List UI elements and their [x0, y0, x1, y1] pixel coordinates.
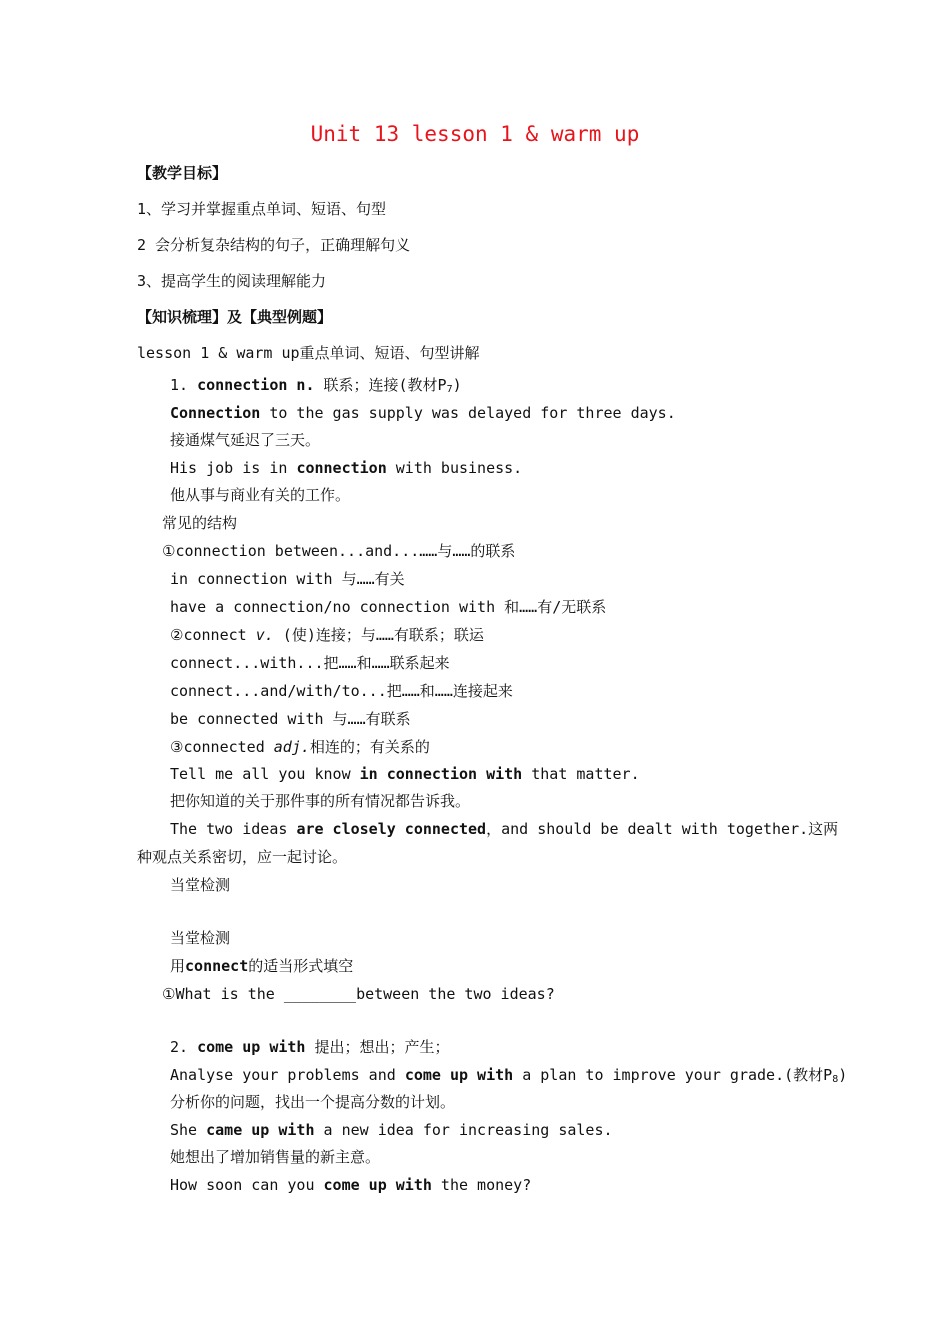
- keyword: come up with: [323, 1176, 432, 1194]
- example-text: a new idea for increasing sales.: [314, 1121, 613, 1139]
- example-text: Analyse your problems and: [170, 1066, 405, 1084]
- structure-text: ②connect: [170, 626, 256, 644]
- part-of-speech: adj.: [273, 738, 310, 756]
- section-heading-knowledge: 【知识梳理】及【典型例题】: [137, 308, 333, 326]
- example-text: She: [170, 1121, 207, 1139]
- question-1: ①What is the ________between the two ideas?: [162, 985, 555, 1003]
- item1-word: connection n.: [197, 376, 315, 394]
- objective-1: 1、学习并掌握重点单词、短语、句型: [137, 200, 387, 218]
- item2-example-2: [170, 1120, 613, 1140]
- fill-instruction: [170, 956, 353, 976]
- objective-3: 3、提高学生的阅读理解能力: [137, 272, 327, 290]
- keyword: Connection: [170, 404, 261, 422]
- item2-heading: [170, 1037, 450, 1057]
- item1-example-3: [170, 764, 640, 784]
- structures-title: 常见的结构: [162, 514, 238, 532]
- item2-word: come up with: [197, 1038, 306, 1056]
- instruction-text: 用: [170, 957, 186, 975]
- item1-heading: [170, 375, 462, 400]
- example-text: The two ideas: [170, 820, 297, 838]
- item2-example-1: [170, 1065, 847, 1090]
- item2-meaning: 提出；想出；产生；: [305, 1038, 450, 1056]
- example-text: the money?: [431, 1176, 532, 1194]
- keyword: come up with: [404, 1066, 514, 1084]
- example-text: with business.: [386, 459, 523, 477]
- structure-text: 相连的；有关系的: [309, 738, 430, 756]
- structure-2: in connection with 与……有关: [170, 570, 405, 588]
- item1-example-4: [170, 819, 838, 839]
- section-intro: lesson 1 & warm up重点单词、短语、句型讲解: [137, 344, 480, 362]
- keyword: in connection with: [359, 765, 523, 783]
- item1-number: 1.: [170, 376, 189, 394]
- example-text: How soon can you: [170, 1176, 324, 1194]
- example-text: that matter.: [522, 765, 640, 783]
- instruction-text: 的适当形式填空: [248, 957, 354, 975]
- structure-7: be connected with 与……有联系: [170, 710, 411, 728]
- item1-page-sub: 7: [446, 384, 453, 395]
- item2-example-1-cn: 分析你的问题，找出一个提高分数的计划。: [170, 1093, 456, 1111]
- structure-text: ③connected: [170, 738, 274, 756]
- structure-3: have a connection/no connection with 和……有/无联系: [170, 598, 607, 616]
- item1-example-1: [170, 403, 676, 423]
- check-heading-2: 当堂检测: [170, 929, 231, 947]
- page-sub: 8: [832, 1074, 839, 1085]
- item1-meaning-close: ): [452, 376, 462, 394]
- example-text: to the gas supply was delayed for three days.: [260, 404, 676, 422]
- item1-example-4-cont: 种观点关系密切，应一起讨论。: [137, 848, 348, 866]
- item1-example-1-cn: 接通煤气延迟了三天。: [170, 431, 321, 449]
- part-of-speech: v.: [255, 626, 274, 644]
- keyword: are closely connected: [296, 820, 487, 838]
- structure-1: ①connection between...and...……与……的联系: [162, 542, 516, 560]
- item1-example-2: [170, 458, 522, 478]
- check-heading-1: 当堂检测: [170, 876, 231, 894]
- document-title: Unit 13 lesson 1 & warm up: [310, 122, 640, 146]
- structure-4: [170, 625, 484, 645]
- example-text: Tell me all you know: [170, 765, 360, 783]
- example-text: His job is in: [170, 459, 297, 477]
- item2-example-2-cn: 她想出了增加销售量的新主意。: [170, 1148, 381, 1166]
- item1-example-2-cn: 他从事与商业有关的工作。: [170, 486, 351, 504]
- item2-number: 2.: [170, 1038, 189, 1056]
- keyword: connect: [185, 957, 249, 975]
- keyword: came up with: [206, 1121, 315, 1139]
- keyword: connection: [296, 459, 387, 477]
- structure-5: connect...with...把……和……联系起来: [170, 654, 450, 672]
- objective-2: 2 会分析复杂结构的句子，正确理解句义: [137, 236, 411, 254]
- structure-text: (使)连接；与……有联系；联运: [273, 626, 484, 644]
- structure-8: [170, 737, 430, 757]
- example-text: ): [838, 1066, 848, 1084]
- structure-6: connect...and/with/to...把……和……连接起来: [170, 682, 513, 700]
- example-text: a plan to improve your grade.(教材P: [513, 1066, 833, 1084]
- item2-example-3: [170, 1175, 531, 1195]
- section-heading-objectives: 【教学目标】: [137, 164, 228, 182]
- item1-meaning: 联系；连接(教材P: [314, 376, 447, 394]
- item1-example-3-cn: 把你知道的关于那件事的所有情况都告诉我。: [170, 792, 471, 810]
- example-text: ，and should be dealt with together.这两: [486, 820, 839, 838]
